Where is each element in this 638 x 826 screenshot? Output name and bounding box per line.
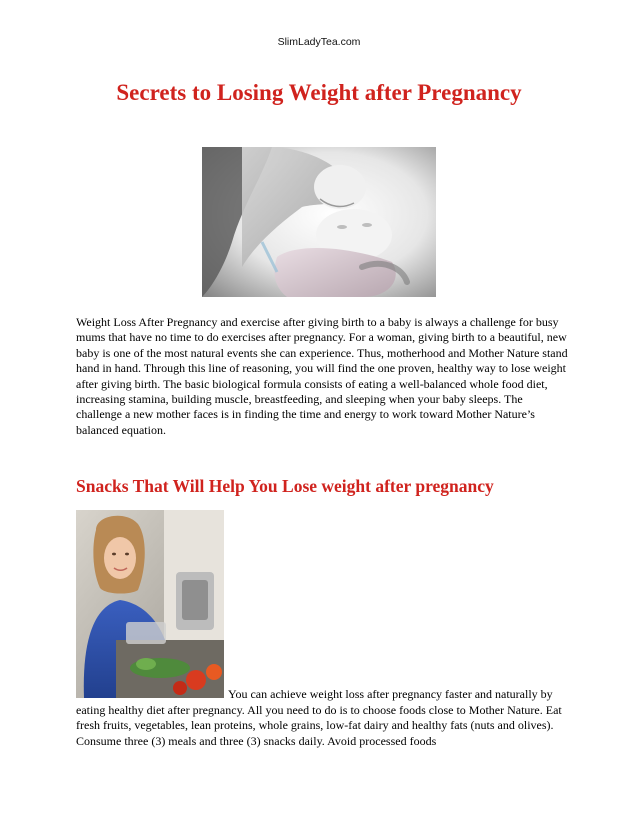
section-heading: Snacks That Will Help You Lose weight after pregnancy (76, 476, 494, 496)
woman-cooking-illustration (76, 510, 224, 698)
site-header: SlimLadyTea.com (277, 36, 361, 48)
mother-and-baby-photo (202, 147, 436, 297)
woman-cooking-photo (76, 510, 224, 698)
snacks-paragraph: You can achieve weight loss after pregnancy faster and naturally by eating healthy diet after pregnancy. All you need to do is to choose foods close to Mother Nature. Eat fresh fruits, vegetables, lean proteins, whole grains, low-fat dairy and healthy fats (nuts and olives). Consume three (3) meals and three (3) snacks daily. Avoid processed foods (76, 687, 562, 748)
page-title: Secrets to Losing Weight after Pregnancy (116, 80, 522, 105)
intro-paragraph: Weight Loss After Pregnancy and exercise after giving birth to a baby is always a challenge for busy mums that have no time to do exercises after pregnancy. For a woman, giving birth to a beautiful, new baby is one of the most natural events she can experience. Thus, motherhood and Mother Nature stand hand in hand. Through this line of reasoning, you will find the one proven, healthy way to lose weight after giving birth. The basic biological formula consists of eating a well-balanced whole food diet, increasing stamina, building muscle, breastfeeding, and sleeping when your baby sleeps. The challenge a new mother faces is in finding the time and energy to work toward Mother Nature’s balanced equation. (76, 315, 568, 437)
mother-and-baby-illustration (202, 147, 436, 297)
